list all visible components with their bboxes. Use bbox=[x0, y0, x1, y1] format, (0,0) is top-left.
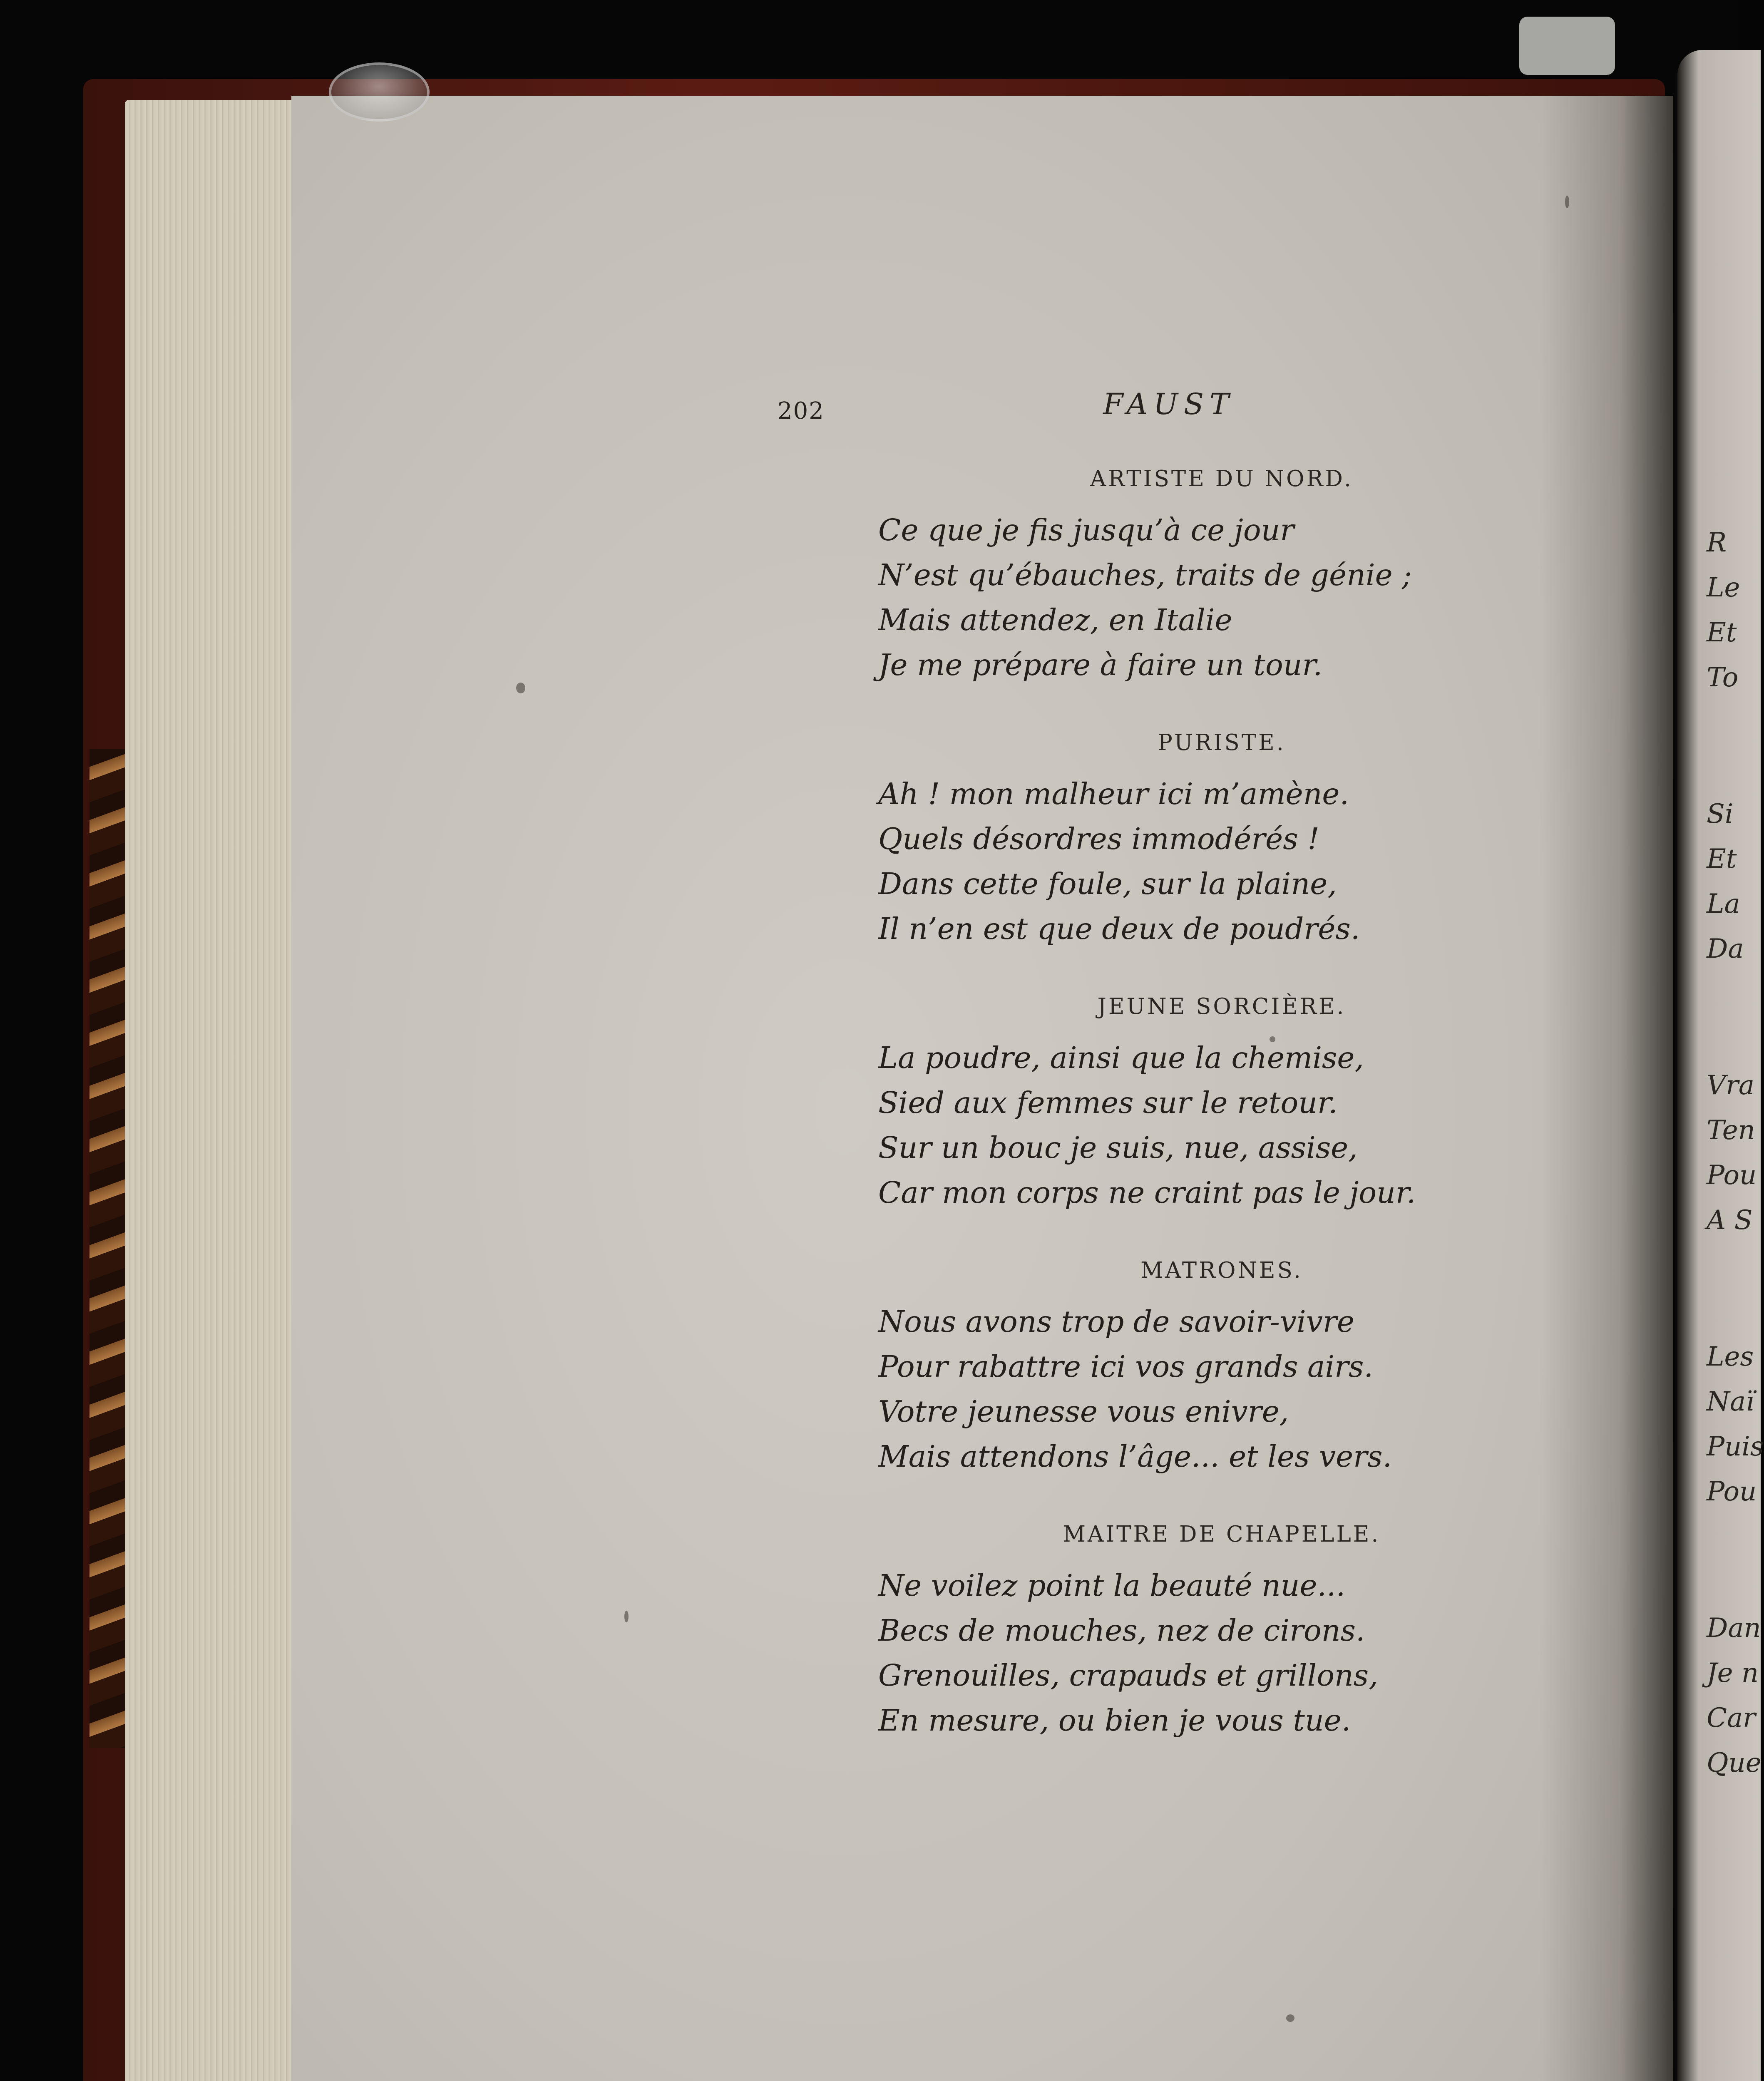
paper-speck bbox=[1286, 2014, 1294, 2022]
paper-speck bbox=[1565, 196, 1569, 208]
page-number: 202 bbox=[778, 397, 825, 425]
stanza bbox=[878, 1254, 1482, 1479]
facing-fragment: Et bbox=[1707, 617, 1737, 648]
verse-line: Sied aux femmes sur le retour. bbox=[878, 1085, 1338, 1120]
verse-line: Ah ! mon malheur ici m’amène. bbox=[878, 777, 1349, 811]
facing-fragment: Da bbox=[1707, 934, 1744, 964]
facing-fragment: Que bbox=[1707, 1748, 1762, 1778]
verse-line: Nous avons trop de savoir-vivre bbox=[878, 1304, 1354, 1339]
stanza bbox=[878, 726, 1482, 951]
page-clip-top-right bbox=[1519, 17, 1615, 75]
verse-line: Dans cette foule, sur la plaine, bbox=[878, 867, 1337, 901]
facing-fragment: Ten bbox=[1707, 1115, 1755, 1146]
verse-line: Grenouilles, crapauds et grillons, bbox=[878, 1658, 1378, 1693]
verse-line: Becs de mouches, nez de cirons. bbox=[878, 1613, 1365, 1648]
verse-line: Pour rabattre ici vos grands airs. bbox=[878, 1349, 1374, 1384]
facing-fragment: A S bbox=[1707, 1205, 1753, 1236]
stanza bbox=[878, 462, 1482, 688]
facing-fragment: Je n bbox=[1707, 1658, 1759, 1689]
page-clip-top bbox=[329, 62, 430, 122]
verse-line: Mais attendons l’âge... et les vers. bbox=[878, 1439, 1392, 1474]
page-gutter-shadow bbox=[1540, 96, 1673, 2081]
facing-fragment: Pou bbox=[1707, 1160, 1757, 1191]
facing-fragment: Dan bbox=[1707, 1613, 1761, 1644]
verse-line: Il n’en est que deux de poudrés. bbox=[878, 911, 1360, 946]
speaker-name: ARTISTE DU NORD. bbox=[1090, 466, 1353, 492]
paper-speck bbox=[516, 683, 525, 693]
running-head: FAUST bbox=[1103, 387, 1235, 421]
stanza bbox=[878, 990, 1482, 1215]
speaker-name: PURISTE. bbox=[1158, 730, 1286, 755]
facing-fragment: La bbox=[1707, 889, 1740, 919]
speaker-name: MATRONES. bbox=[1140, 1258, 1303, 1283]
verse-line: Mais attendez, en Italie bbox=[878, 603, 1232, 637]
facing-fragment: Si bbox=[1707, 799, 1734, 829]
verse-line: Sur un bouc je suis, nue, assise, bbox=[878, 1130, 1358, 1165]
verse-line: Ne voilez point la beauté nue... bbox=[878, 1568, 1346, 1603]
page-edges bbox=[125, 100, 304, 2081]
facing-fragment: Le bbox=[1707, 572, 1740, 603]
facing-fragment: Naï bbox=[1707, 1386, 1754, 1417]
facing-page-fragments bbox=[1707, 520, 1764, 1785]
verse-line: Quels désordres immodérés ! bbox=[878, 822, 1319, 856]
facing-fragment: Vra bbox=[1707, 1070, 1754, 1101]
stanza bbox=[878, 1517, 1482, 1743]
paper-speck bbox=[624, 1611, 629, 1622]
verse-line: Je me prépare à faire un tour. bbox=[878, 648, 1323, 682]
facing-fragment: Car bbox=[1707, 1703, 1756, 1733]
verse-line: N’est qu’ébauches, traits de génie ; bbox=[878, 558, 1412, 592]
verse-line: Ce que je fis jusqu’à ce jour bbox=[878, 513, 1294, 547]
poem-body bbox=[878, 462, 1482, 1743]
verse-line: Car mon corps ne craint pas le jour. bbox=[878, 1175, 1416, 1210]
speaker-name: JEUNE SORCIÈRE. bbox=[1097, 994, 1346, 1019]
facing-fragment: R bbox=[1707, 527, 1727, 558]
facing-fragment: To bbox=[1707, 662, 1739, 693]
facing-fragment: Puis bbox=[1707, 1431, 1764, 1462]
facing-fragment: Pou bbox=[1707, 1476, 1757, 1507]
facing-fragment: Et bbox=[1707, 844, 1737, 874]
speaker-name: MAITRE DE CHAPELLE. bbox=[1063, 1522, 1381, 1547]
verse-line: La poudre, ainsi que la chemise, bbox=[878, 1040, 1364, 1075]
facing-fragment: Les bbox=[1707, 1341, 1754, 1372]
verse-line: En mesure, ou bien je vous tue. bbox=[878, 1703, 1351, 1738]
verse-line: Votre jeunesse vous enivre, bbox=[878, 1394, 1289, 1429]
